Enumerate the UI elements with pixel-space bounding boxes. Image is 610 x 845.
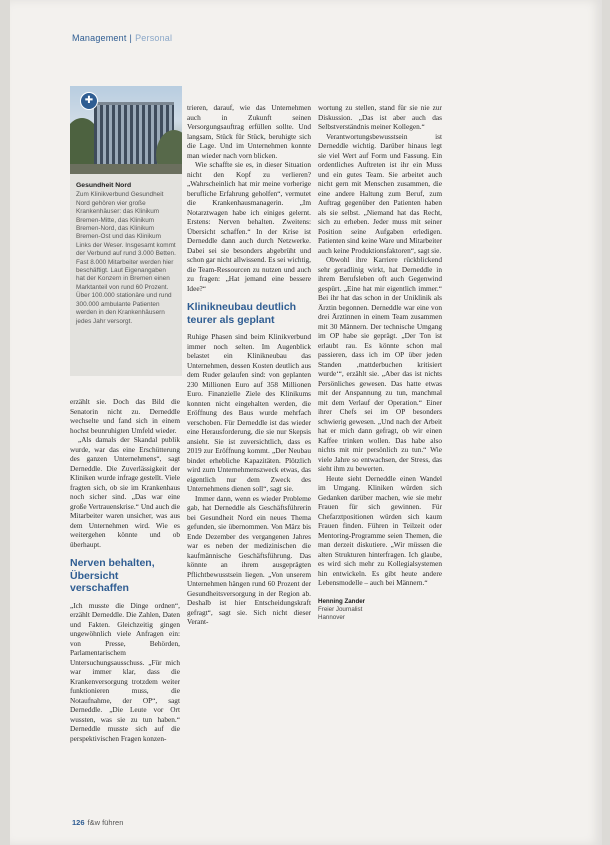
paragraph: Immer dann, wenn es wieder Probleme gab, hat Derneddle als Geschäftsführerin bei Gesundheit Nord ein neues Thema gefunden, sie übernommen. Von März bis Ende Dezember des vergangenen Jahres war es neben der medizinischen die kaufmännische Geschäftsführung. Das könnte an ihrem ausgeprägten Pflichtbewusstsein liegen. „Von unserem Unternehmen hängen rund 60 Prozent der Gesundheitsversorgung in der Region ab. Deshalb ist hier Entscheidungskraft gefragt“, sagt sie. Sich nicht dieser Verant-: [187, 493, 311, 626]
paragraph: trieren, darauf, wie das Unternehmen auch in Zukunft seinen Versorgungsauftrag erfüllen sollte. Und langsam, Stück für Stück, beruhigte sich die Lage. Und im Unternehmen konnte man wieder nach vorn blicken.: [187, 103, 311, 160]
author-role: Freier Journalist: [318, 605, 363, 613]
page-number: 126: [72, 818, 85, 827]
article-column-2: [187, 103, 311, 627]
section-separator: |: [129, 33, 133, 43]
hospital-logo-icon: ✚: [80, 92, 98, 110]
section-label: Management: [72, 33, 127, 43]
paragraph: erzählt sie. Doch das Bild die Senatorin nicht zu. Derneddle wechselte und fand sich in einem hochst beunruhigten Umfeld wieder.: [70, 397, 180, 435]
subheading: Klinikneubau deutlich teurer als geplant: [187, 301, 297, 326]
author-name: Henning Zander: [318, 597, 366, 605]
author-city: Hannover: [318, 613, 345, 621]
caption-title: Gesundheit Nord: [76, 182, 132, 189]
article-column-3: [318, 103, 442, 622]
subheading: Nerven behalten, Übersicht verschaffen: [70, 557, 155, 594]
paragraph: Obwohl ihre Karriere rückblickend sehr geradlinig wirkt, hat Derneddle in ihrem Berufsleben oft auch Gegenwind gespürt. „Eine hat mir eigentlich immer.“ Bei ihr hat das schon in der Uniklinik als Ärztin begonnen. Derneddle war eine von drei Ärztinnen in einem Team zusammen mit 30 Männern. Der technische Umgang im OP habe sie geprägt. „Der Ton ist erlaubt rau. Es könnte schon mal passieren, dass ich im OP über jeden Standen ‚mattderbuchen kritisiert wurde‘“, erzählt sie. „Aber das ist nichts Persönliches gewesen. Das hatte etwas mit der Anspannung zu tun, manchmal mit dem Verlauf der Operation.“ Einer ihrer Chefs sei im OP besonders schwierig gewesen. „Und nach der Arbeit hat er mich dann gefragt, ob wir einen Kaffee trinken wollen. Das habe also nichts mit mir persönlich zu tun.“ Wie viele Jahre so entwachsen, der Stress, das sieht ihm zu bewerten.: [318, 255, 442, 473]
sidebox-caption: [70, 174, 182, 376]
article-column-1: [70, 397, 180, 743]
hospital-photo: [70, 86, 182, 174]
paragraph: „Ich musste die Dinge ordnen“, erzählt Derneddle. Die Zahlen, Daten und Fakten. Gleichzeitig gingen ungewöhnlich viele Anfragen ein: von Presse, Behörden, Parlamentarischem Untersuchungsausschuss. „Für mich war immer klar, dass die Krankenversorgung trotzdem weiter funktionieren muss, die Notaufnahme, der OP“, sagt Derneddle. „Die Leute vor Ort wussten, was sie zu tun haben.“ Derneddle musste sich auf die perspektivischen Fragen konzen-: [70, 600, 180, 743]
caption-text: Zum Klinikverbund Gesundheit Nord gehören vier große Krankenhäuser: das Klinikum Bremen-Mitte, das Klinikum Bremen-Nord, das Klinikum Bremen-Ost und das Klinikum Links der Weser. Insgesamt kommt der Verbund auf rund 3.000 Betten. Fast 8.000 Mitarbeiter werden hier beschäftigt. Laut Eigenangaben hat der Konzern in Bremen einen Marktanteil von rund 60 Prozent. Über 100.000 stationäre und rund 300.000 ambulante Patienten werden in den Krankenhäusern jedes Jahr versorgt.: [76, 191, 176, 325]
info-sidebox: [70, 86, 182, 376]
magazine-name: f&w führen: [87, 818, 124, 827]
paragraph: Verantwortungsbewusstsein ist Derneddle wichtig. Darüber hinaus legt sie viel Wert auf Form und Fassung. Ein ordentliches Auftreten ist ihr ein Muss und ein gutes Team. Sie arbeitet auch nicht gern mit Menschen zusammen, die eine andere Haltung zum Beruf, zum Auftrag gegenüber den Patienten haben als sie selbst. „Niemand hat das Recht, sich zu erheben. Jeder muss mit seiner Position seine Aufgaben erledigen. Patienten sind keine Ware und Mitarbeiter auch keine Produktionsfaktoren“, sagt sie.: [318, 131, 442, 255]
paragraph: Ruhige Phasen sind beim Klinikverbund immer noch selten. Im Augenblick belastet ein Klinikneubau das Unternehmen, dessen Kosten deutlich aus dem Ruder gelaufen sind: von geplanten 230 Millionen Euro auf 358 Millionen Euro. Finanzielle Ziele des Klinikums konnten nicht eingehalten werden, die Eröffnung des Baus wurde mehrfach verschoben. Für Derneddle ist das wieder eine Herausforderung, die sie nur Skepsis ansieht. Sie ist zuversichtlich, dass es 2019 zur Eröffnung kommt. „Der Neubau bindet erhebliche Kapazitäten. Plötzlich wird zum Unternehmenszweck etwas, das eigentlich nur dem Zweck des Unternehmens dienen soll“, sagt sie.: [187, 332, 311, 493]
section-header: [72, 33, 172, 43]
subsection-label: Personal: [135, 33, 173, 43]
magazine-page: [10, 0, 602, 845]
paragraph: wortung zu stellen, stand für sie nie zur Diskussion. „Das ist aber auch das Selbstverständnis meiner Kollegen.“: [318, 103, 442, 131]
photo-ground: [70, 164, 182, 174]
paragraph: „Als damals der Skandal publik wurde, war das eine Erschütterung des ganzen Unternehmens“, sagt Derneddle. Die Zuverlässigkeit der Kliniken wurde infrage gestellt. Viele fragten sich, ob sie im Krankenhaus noch sicher sind. „Das war eine große Vertrauenskrise.“ Und auch die Mitarbeiter waren unsicher, was aus dem Unternehmen wird. Wie es weitergehen könnte und ob überhaupt.: [70, 435, 180, 549]
page-footer: [72, 818, 123, 827]
author-box: [318, 598, 442, 622]
paragraph: Heute sieht Derneddle einen Wandel im Umgang. Kliniken würden sich Gedanken darüber machen, wie sie mehr Frauen für sich gewinnen. Für Chefarztpositionen würden sich kaum Frauen finden. Führen in Teilzeit oder Mentoring-Programme seien Themen, die man derzeit diskutiere. „Wir müssen die alten Strukturen hinterfragen. Ich glaube, es wird sich mehr zu Kollegialsystemen hin entwickeln. Es gibt heute andere Lebensmodelle – auch bei Männern.“: [318, 473, 442, 587]
paragraph: Wie schaffte sie es, in dieser Situation nicht den Kopf zu verlieren? „Wahrscheinlich hat mir meine vorherige berufliche Erfahrung geholfen“, vermutet die Krankenhausmanagerin. „Im Notarztwagen habe ich einiges gelernt. Erstens: Nerven behalten. Zweitens: Übersicht schaffen.“ In der Krise ist Derneddle dann auch durch Netzwerke. Dabei sei sie besonders abgebrüht und schon gar nicht allwissend. Es sei wichtig, die Team-Ressourcen zu nutzen und auch zu fragen: „Hat jemand eine bessere Idee?“: [187, 160, 311, 293]
